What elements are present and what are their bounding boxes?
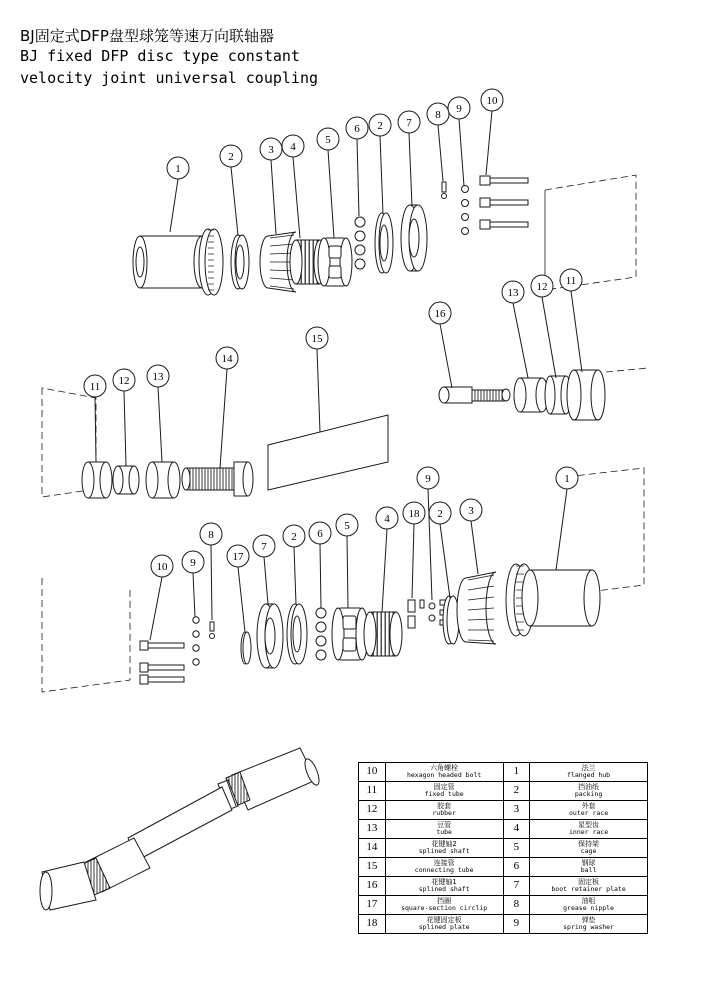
svg-text:5: 5 (325, 134, 331, 146)
part-cage-5 (318, 238, 352, 286)
svg-text:7: 7 (261, 541, 267, 553)
part-name-chinese: 挡油纸 (578, 782, 600, 791)
part-desc-right (530, 896, 648, 915)
part-name-chinese: 挡圈 (437, 896, 452, 905)
part-number-left: 10 (359, 763, 386, 782)
part-number-left: 11 (359, 782, 386, 801)
part-name-english: rubber (432, 809, 456, 818)
svg-text:4: 4 (290, 141, 296, 153)
part-circlip-17 (241, 632, 251, 664)
part-name-english: splined shaft (418, 885, 470, 894)
part-splined-shaft-16 (439, 387, 510, 403)
svg-text:1: 1 (564, 473, 570, 485)
svg-text:14: 14 (221, 353, 233, 365)
part-splined-plate-18 (408, 600, 446, 628)
svg-text:8: 8 (435, 109, 441, 121)
table-row (359, 896, 648, 915)
part-number-right: 8 (503, 896, 529, 915)
svg-text:13: 13 (507, 287, 519, 299)
svg-text:1: 1 (175, 163, 181, 175)
part-packing-2a (231, 235, 249, 289)
part-desc-left (385, 858, 503, 877)
part-desc-right (530, 801, 648, 820)
part-spring-washers-9-bottom (193, 617, 199, 665)
part-name-english: inner race (569, 828, 609, 837)
part-name-chinese: 固定板 (578, 877, 600, 886)
part-name-chinese: 花键固定板 (426, 915, 462, 924)
part-name-chinese: 六角螺栓 (430, 763, 459, 772)
svg-text:16: 16 (434, 308, 446, 320)
part-name-english: spring washer (563, 923, 614, 932)
part-splined-shaft-14 (182, 462, 253, 496)
part-fixed-tube-11-left (82, 462, 112, 498)
svg-text:2: 2 (437, 508, 443, 520)
svg-text:2: 2 (228, 151, 234, 163)
part-name-english: tube (436, 828, 452, 837)
part-name-chinese: 豆管 (437, 820, 452, 829)
part-name-english: square-section circlip (401, 904, 488, 913)
svg-text:15: 15 (311, 333, 323, 345)
part-tube-13-left (146, 462, 180, 498)
part-name-english: splined plate (418, 923, 470, 932)
part-name-chinese: 连接管 (433, 858, 455, 867)
table-row (359, 820, 648, 839)
part-grease-nipple-8 (442, 182, 447, 199)
svg-text:3: 3 (268, 144, 274, 156)
part-desc-right (530, 858, 648, 877)
svg-text:13: 13 (152, 371, 164, 383)
part-desc-left (385, 782, 503, 801)
svg-text:12: 12 (536, 281, 548, 293)
part-number-left: 16 (359, 877, 386, 896)
part-number-right: 7 (503, 877, 529, 896)
part-desc-right (530, 763, 648, 782)
part-desc-left (385, 820, 503, 839)
part-name-chinese: 外套 (581, 801, 596, 810)
svg-text:6: 6 (354, 123, 360, 135)
part-name-chinese: 钢球 (581, 858, 596, 867)
part-number-left: 15 (359, 858, 386, 877)
part-packing-2b (375, 213, 393, 273)
svg-text:10: 10 (156, 561, 168, 573)
svg-text:11: 11 (565, 275, 577, 287)
table-row (359, 877, 648, 896)
parts-list-table (358, 762, 648, 934)
part-name-english: hexagon headed bolt (406, 771, 482, 780)
part-desc-left (385, 839, 503, 858)
table-row (359, 763, 648, 782)
part-desc-left (385, 763, 503, 782)
svg-text:18: 18 (408, 508, 420, 520)
part-number-left: 13 (359, 820, 386, 839)
svg-text:9: 9 (425, 473, 431, 485)
part-desc-right (530, 877, 648, 896)
part-tube-13-right (514, 378, 548, 412)
part-name-chinese: 油咀 (581, 896, 596, 905)
table-row (359, 915, 648, 934)
part-name-chinese: 法兰 (581, 763, 596, 772)
part-balls-6-bottom (316, 608, 326, 660)
svg-text:7: 7 (406, 117, 412, 129)
part-name-english: fixed tube (424, 790, 464, 799)
part-rubber-12-left (113, 466, 139, 494)
part-desc-right (530, 915, 648, 934)
part-name-chinese: 保持架 (578, 839, 600, 848)
part-balls-6 (355, 217, 365, 269)
part-number-left: 18 (359, 915, 386, 934)
part-desc-left (385, 877, 503, 896)
assembled-shaft-view (40, 748, 322, 910)
part-cage-5-bottom (332, 608, 368, 660)
part-name-english: boot retainer plate (551, 885, 626, 894)
part-packing-2-bottom (287, 604, 307, 664)
part-boot-retainer-plate-7 (401, 205, 427, 271)
svg-text:17: 17 (232, 551, 244, 563)
part-desc-right (530, 839, 648, 858)
part-name-english: grease nipple (563, 904, 614, 913)
part-desc-left (385, 915, 503, 934)
part-name-chinese: 固定管 (433, 782, 455, 791)
part-number-left: 17 (359, 896, 386, 915)
part-flanged-hub-1 (133, 229, 223, 295)
part-flanged-hub-1-bottom (506, 564, 600, 636)
part-number-right: 5 (503, 839, 529, 858)
part-number-right: 6 (503, 858, 529, 877)
table-row (359, 801, 648, 820)
part-name-english: flanged hub (567, 771, 611, 780)
svg-text:10: 10 (486, 95, 498, 107)
part-name-chinese: 星型齿 (578, 820, 600, 829)
part-name-english: packing (574, 790, 603, 799)
part-name-english: splined shaft (418, 847, 470, 856)
svg-text:3: 3 (468, 505, 474, 517)
part-name-english: cage (580, 847, 597, 856)
part-number-right: 3 (503, 801, 529, 820)
part-boot-retainer-plate-7-bottom (257, 604, 283, 668)
part-desc-right (530, 820, 648, 839)
part-inner-race-4-bottom (364, 612, 402, 656)
part-fixed-tube-11-right (567, 370, 605, 420)
part-desc-right (530, 782, 648, 801)
part-desc-left (385, 801, 503, 820)
part-hex-bolts-10-bottom (140, 641, 184, 684)
part-number-right: 4 (503, 820, 529, 839)
part-number-left: 12 (359, 801, 386, 820)
part-spring-washers-9 (462, 186, 469, 235)
callout-balloons-row1 (167, 89, 503, 238)
part-name-chinese: 弹垫 (581, 915, 596, 924)
title-english-line2: velocity joint universal coupling (20, 69, 319, 87)
title-chinese: BJ固定式DFP盘型球笼等速万向联轴器 (20, 27, 274, 45)
svg-text:9: 9 (456, 103, 462, 115)
part-number-right: 2 (503, 782, 529, 801)
svg-text:12: 12 (118, 375, 130, 387)
part-desc-left (385, 896, 503, 915)
svg-text:2: 2 (377, 120, 383, 132)
part-outer-race-3-bottom (457, 572, 496, 644)
part-number-left: 14 (359, 839, 386, 858)
title-english-line1: BJ fixed DFP disc type constant (20, 47, 300, 66)
part-name-english: outer race (569, 809, 609, 818)
part-hex-bolts-10 (480, 176, 528, 229)
part-name-chinese: 花键轴2 (431, 839, 457, 848)
svg-text:2: 2 (291, 531, 297, 543)
part-packing-2c-bottom (443, 596, 459, 644)
part-name-english: ball (580, 866, 597, 875)
part-number-right: 1 (503, 763, 529, 782)
part-number-right: 9 (503, 915, 529, 934)
svg-text:8: 8 (208, 529, 214, 541)
part-name-chinese: 胶套 (437, 801, 452, 810)
svg-text:5: 5 (344, 520, 350, 532)
part-connecting-tube-15 (268, 415, 388, 490)
svg-text:9: 9 (190, 557, 196, 569)
part-name-english: connecting tube (414, 866, 474, 875)
svg-text:11: 11 (89, 381, 101, 393)
table-row (359, 858, 648, 877)
part-name-chinese: 花键轴1 (431, 877, 457, 886)
table-row (359, 839, 648, 858)
svg-text:6: 6 (317, 528, 323, 540)
svg-text:4: 4 (384, 513, 390, 525)
table-row (359, 782, 648, 801)
part-grease-nipple-8-bottom (210, 622, 215, 639)
